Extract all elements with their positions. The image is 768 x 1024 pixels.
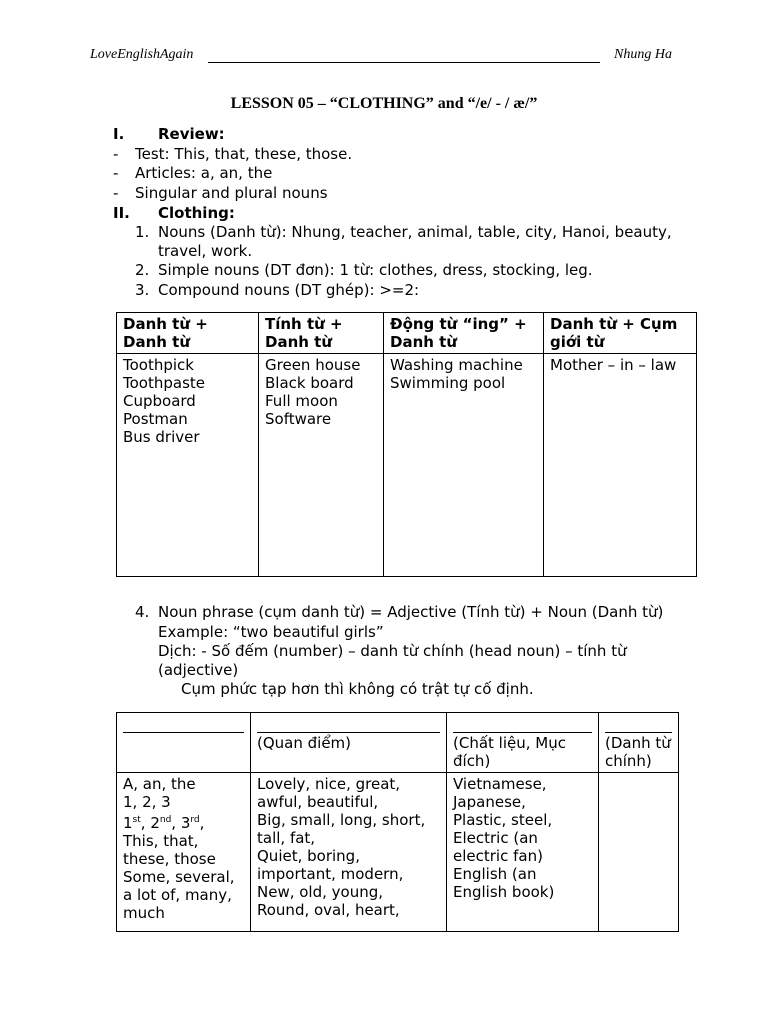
table-row xyxy=(117,354,697,577)
list-number: 1. xyxy=(135,223,150,241)
review-item-2: Articles: a, an, the xyxy=(135,164,273,182)
cell-line: English book) xyxy=(453,883,555,901)
table-cell xyxy=(599,773,679,932)
clothing-item-1-line-1: Nouns (Danh từ): Nhung, teacher, animal, table, city, Hanoi, beauty, xyxy=(158,223,672,241)
header-right-text: Nhung Ha xyxy=(614,47,672,62)
page-header xyxy=(90,47,672,67)
cell-line: 1, 2, 3 xyxy=(123,793,171,811)
review-item-3: Singular and plural nouns xyxy=(135,184,328,202)
cell-line: these, those xyxy=(123,850,216,868)
section-1-heading: Review: xyxy=(158,125,225,143)
cell-line: Mother – in – law xyxy=(550,356,677,374)
cell-line: Plastic, steel, xyxy=(453,811,553,829)
cell-line: Washing machine xyxy=(390,356,523,374)
cell-line: Lovely, nice, great, xyxy=(257,775,401,793)
table-cell xyxy=(447,773,599,932)
list-number: 4. xyxy=(135,603,150,621)
table-header-row xyxy=(117,313,697,354)
noun-phrase-line-2: Example: “two beautiful girls” xyxy=(158,623,384,641)
cell-line: Electric (an xyxy=(453,829,538,847)
clothing-item-2: Simple nouns (DT đơn): 1 từ: clothes, dress, stocking, leg. xyxy=(158,261,593,279)
cell-line: English (an xyxy=(453,865,537,883)
table-header-cell: (Danh từ chính) xyxy=(599,713,679,773)
cell-line: tall, fat, xyxy=(257,829,316,847)
cell-line: Big, small, long, short, xyxy=(257,811,426,829)
cell-line: much xyxy=(123,904,165,922)
table-header-cell: Danh từ + Cụm giới từ xyxy=(544,313,697,354)
table-cell xyxy=(384,354,544,577)
list-number: 3. xyxy=(135,281,150,299)
cell-line: awful, beautiful, xyxy=(257,793,379,811)
blank-line xyxy=(453,715,592,733)
review-item-1: Test: This, that, these, those. xyxy=(135,145,353,163)
cell-line: Round, oval, heart, xyxy=(257,901,400,919)
compound-nouns-table xyxy=(116,312,697,577)
cell-line: a lot of, many, xyxy=(123,886,232,904)
cell-line: Vietnamese, xyxy=(453,775,547,793)
cell-line: important, modern, xyxy=(257,865,404,883)
bullet-dash: - xyxy=(113,145,119,163)
cell-line: Quiet, boring, xyxy=(257,847,360,865)
bullet-dash: - xyxy=(113,164,119,182)
table-cell xyxy=(117,773,251,932)
cell-line: Postman xyxy=(123,410,188,428)
noun-phrase-note: Cụm phức tạp hơn thì không có trật tự cố định. xyxy=(181,680,534,698)
blank-line xyxy=(257,715,440,733)
clothing-item-3: Compound nouns (DT ghép): >=2: xyxy=(158,281,420,299)
table-row xyxy=(117,773,679,932)
table-cell xyxy=(117,354,259,577)
table-header-cell: Động từ “ing” + Danh từ xyxy=(384,313,544,354)
cell-line: Bus driver xyxy=(123,428,200,446)
cell-line: Green house xyxy=(265,356,361,374)
table-header-cell: Tính từ + Danh từ xyxy=(259,313,384,354)
table-header-cell: (Chất liệu, Mục đích) xyxy=(447,713,599,773)
noun-phrase-line-4: (adjective) xyxy=(158,661,239,679)
clothing-item-1-line-2: travel, work. xyxy=(158,242,253,260)
cell-line: Toothpick xyxy=(123,356,194,374)
table-header-cell: (Quan điểm) xyxy=(251,713,447,773)
table-cell xyxy=(259,354,384,577)
cell-line: New, old, young, xyxy=(257,883,384,901)
ordinals-line: 1st, 2nd, 3rd, xyxy=(123,814,205,832)
noun-phrase-order-table xyxy=(116,712,679,932)
cell-line: This, that, xyxy=(123,832,199,850)
cell-line: Toothpaste xyxy=(123,374,205,392)
table-cell xyxy=(251,773,447,932)
blank-line xyxy=(123,715,244,733)
section-1-numeral: I. xyxy=(113,125,125,143)
cell-line: Software xyxy=(265,410,332,428)
noun-phrase-line-3: Dịch: - Số đếm (number) – danh từ chính (head noun) – tính từ xyxy=(158,642,627,660)
table-header-row xyxy=(117,713,679,773)
list-number: 2. xyxy=(135,261,150,279)
header-left-text: LoveEnglishAgain xyxy=(90,47,194,62)
cell-line: Full moon xyxy=(265,392,338,410)
table-header-cell xyxy=(117,713,251,773)
lesson-title: LESSON 05 – “CLOTHING” and “/e/ - / æ/” xyxy=(230,95,538,112)
section-2-numeral: II. xyxy=(113,204,130,222)
header-rule xyxy=(208,62,600,63)
cell-line: Some, several, xyxy=(123,868,235,886)
table-header-cell: Danh từ + Danh từ xyxy=(117,313,259,354)
noun-phrase-line-1: Noun phrase (cụm danh từ) = Adjective (Tính từ) + Noun (Danh từ) xyxy=(158,603,664,621)
bullet-dash: - xyxy=(113,184,119,202)
cell-line: Swimming pool xyxy=(390,374,506,392)
section-2-heading: Clothing: xyxy=(158,204,235,222)
cell-line: electric fan) xyxy=(453,847,543,865)
cell-line: Black board xyxy=(265,374,354,392)
cell-line: Japanese, xyxy=(453,793,526,811)
cell-line: Cupboard xyxy=(123,392,196,410)
blank-line xyxy=(605,715,672,733)
cell-line: A, an, the xyxy=(123,775,196,793)
table-cell xyxy=(544,354,697,577)
